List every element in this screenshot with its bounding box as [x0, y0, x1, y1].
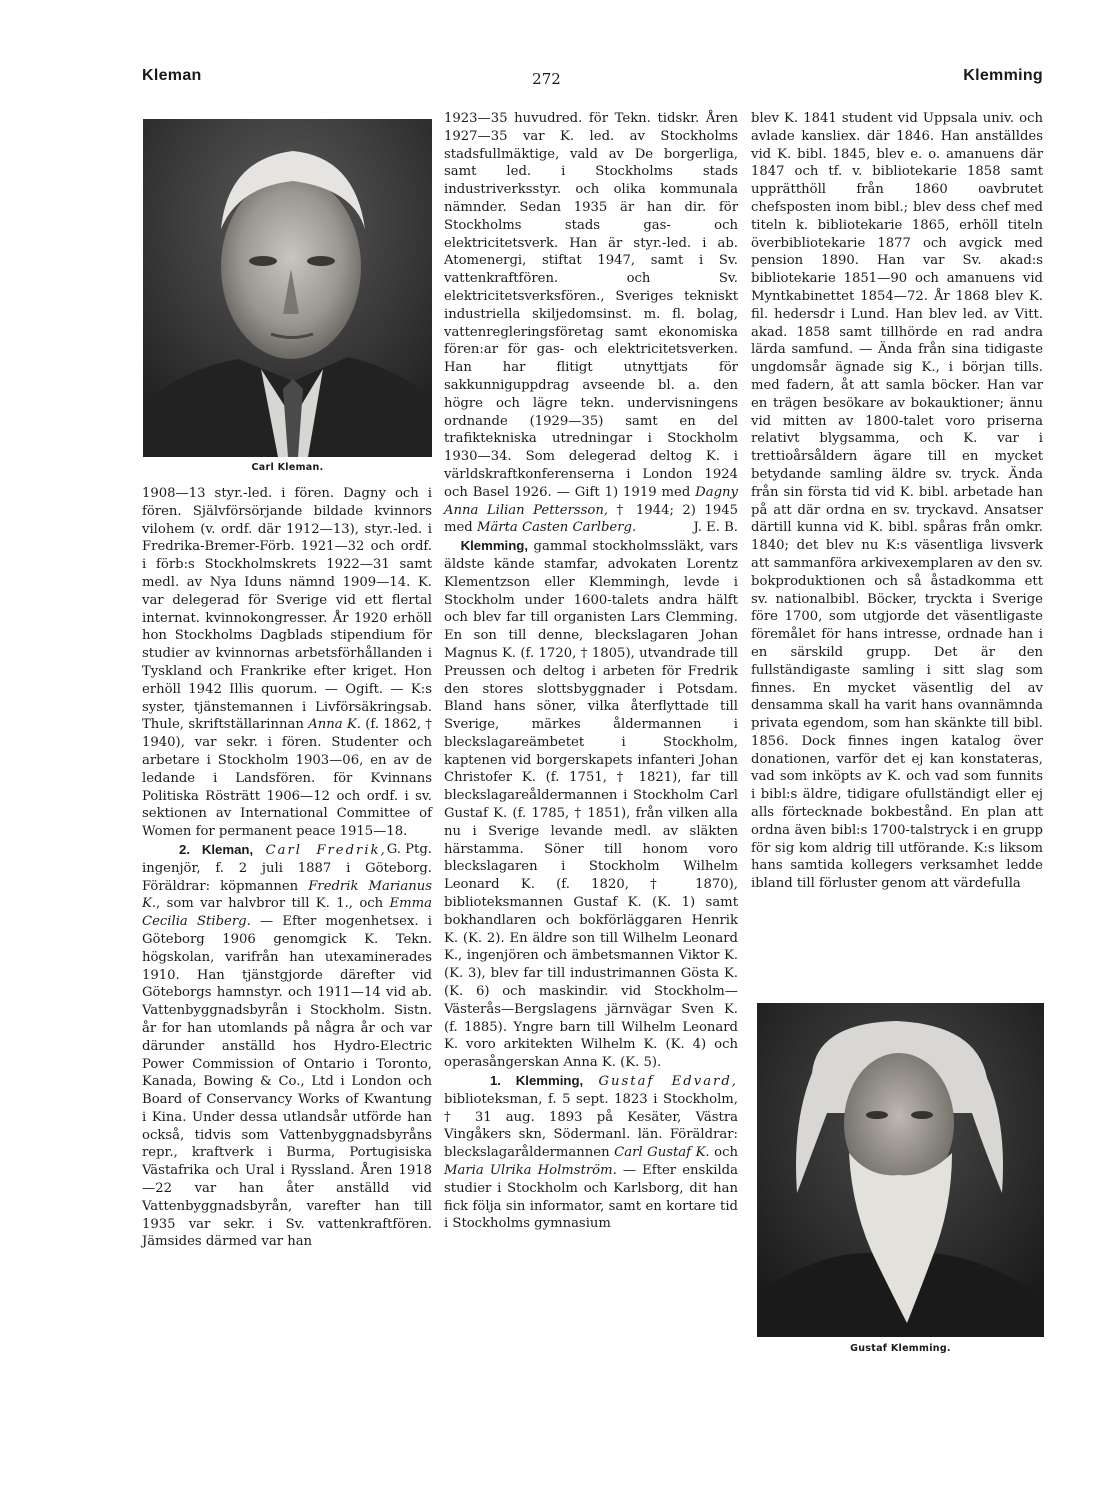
text-run: ingenjör, f. 2 juli 1887 i Göteborg. Föräldrar: köpmannen: [142, 860, 432, 894]
column-3: [751, 110, 1043, 893]
text-run: 1923—35 huvudred. för Tekn. tidskr. Åren 1927—35 var K. led. av Stockholms stadsfullmäktige, vald av De borgerliga, samt led. i Stockholms stads industriverksstyr. och olika kommunala nämnder. Sedan 1935 är han dir. för Stockholms stads gas- och elektricitetsverk. Han är styr.-led. i ab. Atomenergi, stiftat 1947, samt i Sv. vattenkraftfören. och Sv. elektricitetsverksfören., Sveriges tekniskt industriella skiljedomsinst. m. fl. bolag, vattenregleringsföretag samt ekonomiska fören:ar för gas- och elektricitetsverken. Han har flitigt utnyttjats för sakkunniguppdrag avseende bl. a. den högre och lägre tekn. undervisningens ordnande (1929—35) samt en del trafiktekniska utredningar i Stockholm 1930—34. Som delegerad deltog K. i världskraftkonferenserna i London 1924 och Basel 1926. — Gift 1) 1919 med: [444, 111, 738, 500]
portrait-gustaf-klemming-drawing: [757, 1003, 1044, 1337]
running-head-left: Kleman: [142, 67, 202, 84]
person-name: Märta Casten Carlberg.: [476, 520, 637, 536]
text-run: och: [709, 1145, 738, 1161]
person-name: Anna K.: [308, 717, 361, 733]
paragraph: [444, 110, 738, 537]
text-run: — Efter enskilda studier i Stockholm och Karlsborg, dit han fick följa sin informator, samt en kortare tid i Stockholms gymnasium: [444, 1163, 738, 1232]
text-run: — Efter mogenhetsex. i Göteborg 1906 genomgick K. Tekn. högskolan, varifrån han utexaminerades 1910. Han tjänstgjorde därefter vid Göteborgs hamnstyr. och 1911—14 vid ab. Vattenbyggnadsbyrån i Stockholm. Sistn. år for han utomlands på några år och var därunder anställd hos Hydro-Electric Power Commission of Ontario i Toronto, Kanada, Bowing & Co., Ltd i London och Board of Conservancy Works of Kwantung i Kina. Under dessa utlandsår utförde han också, tidvis som Vattenbyggnadsbyråns repr., kraftverk i Burma, Portugisiska Västafrika och Ural i Ryssland. Åren 1918—22 var han åter anställd vid Vattenbyggnadsbyrån, varefter han till 1935 var sekr. i Sv. vattenkraftfören. Jämsides därmed var han: [142, 914, 432, 1250]
paragraph: [142, 841, 432, 1251]
author-signature: J. E. B.: [693, 520, 738, 536]
text-run: † 1944; 2) 1945 med: [444, 502, 738, 536]
caption-gustaf-klemming: Gustaf Klemming.: [850, 1343, 951, 1354]
portrait-carl-kleman: [143, 119, 432, 457]
text-run: gammal stockholmssläkt, vars äldste kände stamfar, advokaten Lorentz Klementzson eller Klemmingh, levde i Stockholm under 1600-talets andra hälft och blev far till organisten Lars Clemming. En son till denne, bleckslagaren Johan Magnus K. (f. 1720, † 1805), utvandrade till Preussen och deltog i arbeten för Fredrik den stores slottsbyggnader i Potsdam. Bland hans söner, vilka återflyttade till Sverige, märkes åldermannen i bleckslagareämbetet i Stockholm, kaptenen vid borgerskapets infanteri Johan Christofer K. (f. 1751, † 1821), far till bleckslagareåldermannen i Stockholm Carl Gustaf K. (f. 1785, † 1851), från vilken alla nu i Sverige levande medl. av släkten härstamma. Söner till honom voro bleckslagaren i Stockholm Wilhelm Leonard K. (f. 1820, † 1870), biblioteksmannen Gustaf K. (K. 1) samt bokhandlaren och bokförläggaren Henrik K. (K. 2). En äldre son till Wilhelm Leonard K., ingenjören och ämbetsmannen Viktor K. (K. 3), blev far till industrimannen Gösta K. (K. 6) och maskindir. vid Stockholm—Västerås—Bergslagens järnvägar Sven K. (f. 1885). Yngre barn till Wilhelm Leonard K. voro arkitekten Wilhelm K. (K. 4) och operasångerskan Anna K. (K. 5).: [444, 539, 738, 1071]
portrait-carl-kleman-drawing: [143, 119, 432, 457]
person-name: Carl Fredrik,: [265, 842, 387, 858]
author-signature: G. Ptg.: [386, 841, 432, 857]
page-number: 272: [532, 70, 561, 88]
person-name: Gustaf Edvard,: [598, 1074, 738, 1090]
column-2: [444, 110, 738, 1233]
entry-heading: 1. Klemming,: [489, 1073, 584, 1089]
column-1: [142, 485, 432, 1251]
person-name: Dagny Anna Lilian Pettersson,: [444, 484, 738, 518]
person-name: Maria Ulrika Holmström.: [444, 1163, 617, 1179]
paragraph: blev K. 1841 student vid Uppsala univ. och avlade kansliex. där 1846. Han anställdes vid K. bibl. 1845, blev e. o. amanuens där 1847 och tf. v. bibliotekarie 1858 samt upprätthöll från 1860 oavbrutet chefsposten inom bibl.; blev dess chef med titeln k. bibliotekarie 1865, erhöll titeln överbibliotekarie 1877 och avgick med pension 1890. Han var Sv. akad:s bibliotekarie 1851—90 och amanuens vid Myntkabinettet 1854—72. År 1868 blev K. fil. hedersdr i Lund. Han blev led. av Vitt. akad. 1858 samt tillhörde en rad andra lärda samfund. — Ända från sina tidigaste ungdomsår ägnade sig K., i början tills. med fadern, åt att samla böcker. Han var en trägen besökare av bokauktioner; ännu vid mitten av 1800-talet voro priserna relativt blygsamma, och K. var i trettioårsåldern ägare till en mycket betydande samling äldre sv. tryck. Ända från sin första tid vid K. bibl. arbetade han på att där ordna en sv. tryckavd. Ansatser därtill kunna vid K. bibl. spåras från omkr. 1840; det blev nu K:s väsentliga livsverk att sammanföra arkivexemplaren av den sv. bokproduktionen och så åstadkomma ett sv. nationalbibl. Böcker, tryckta i Sverige före 1700, som utgjorde det väsentligaste föremålet för hans intresse, ordnade han i en särskild grupp. Det är den fullständigaste samling i sitt slag som finnes. En mycket väsentlig del av densamma skall ha varit hans ovannämnda privata egendom, som han skänkte till bibl. 1856. Dock finnes ingen katalog över donationen, varför det ej kan konstateras, vad som inköpts av K. och vad som funnits i bibl:s äldre, tidigare ofullständigt eller ej alls förtecknade bokbestånd. En plan att ordna även bibl:s 1700-talstryck i en grupp för sig kom aldrig till utförande. K:s liksom hans samtida kollegers verksamhet ledde ibland till förluster genom att värdefulla: [751, 111, 1043, 892]
portrait-gustaf-klemming: [757, 1003, 1044, 1337]
person-name: Carl Gustaf K.: [614, 1145, 710, 1161]
paragraph: [444, 1072, 738, 1233]
person-name: Emma Cecilia Stiberg.: [142, 896, 432, 930]
caption-carl-kleman: Carl Kleman.: [251, 462, 324, 473]
text-run: biblioteksman, f. 5 sept. 1823 i Stockholm, † 31 aug. 1893 på Kesäter, Västra Vingåkers skn, Södermanl. län. Föräldrar: bleckslagaråldermannen: [444, 1091, 738, 1161]
text-run: 1908—13 styr.-led. i fören. Dagny och i fören. Självförsörjande bildade kvinnors vilohem (v. ordf. där 1912—13), styr.-led. i Fredrika-Bremer-Förb. 1921—32 och ordf. i förb:s Stockholmskrets 1922—31 samt medl. av Nya Iduns nämnd 1909—14. K. var delegerad för Sverige vid ett flertal internat. kvinnokongresser. År 1920 erhöll hon Stockholms Dagblads stipendium för studier av kvinnornas arbetsförhållanden i Tyskland och Frankrike efter kriget. Hon erhöll 1942 Illis quorum. — Ogift. — K:s syster, tjänstemannen i Livförsäkringsab. Thule, skriftställarinnan: [142, 486, 432, 733]
entry-heading: 2. Kleman,: [179, 841, 254, 857]
text-run: (f. 1862, † 1940), var sekr. i fören. Studenter och arbetare i Stockholm 1903—06, en av de ledande i Landsfören. för Kvinnans Politiska Rösträtt 1906—12 och ordf. i sv. sektionen av International Committee of Women for permanent peace 1915—18.: [142, 717, 433, 840]
paragraph: [444, 537, 738, 1072]
person-name: Fredrik Marianus K.: [142, 878, 432, 912]
text-run: , som var halvbror till K. 1., och: [156, 896, 390, 912]
entry-heading: Klemming,: [460, 538, 528, 554]
running-head-right: Klemming: [963, 67, 1043, 84]
